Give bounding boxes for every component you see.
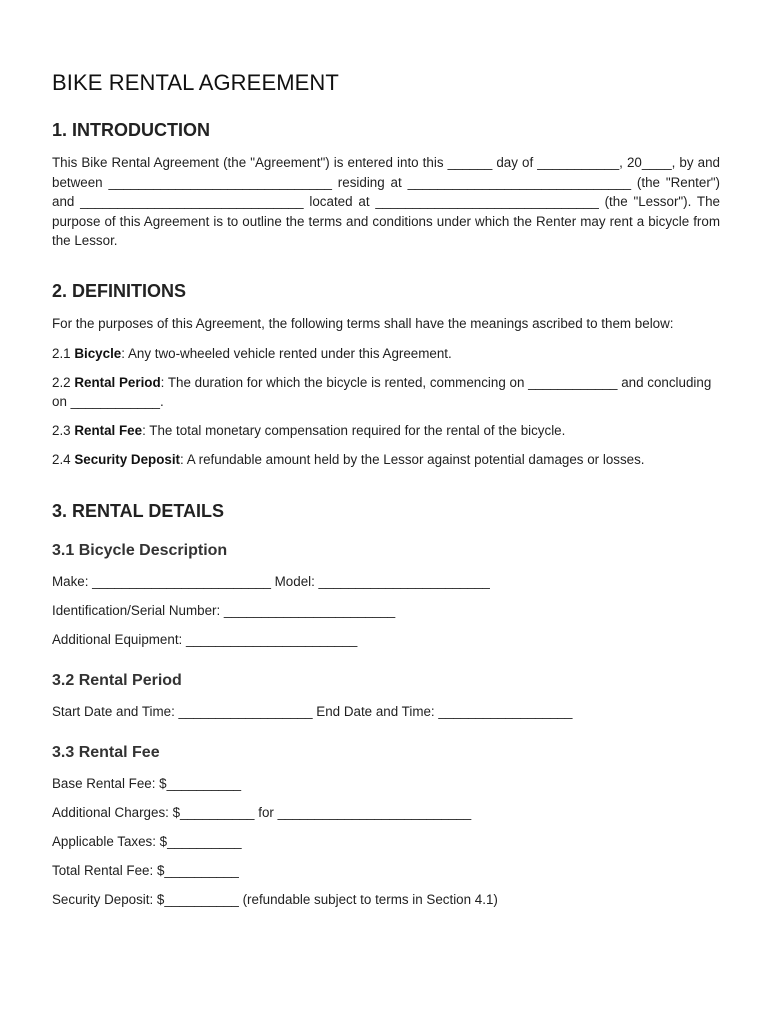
- subsection-heading-rental-period: 3.2 Rental Period: [52, 671, 182, 689]
- definition-item: [52, 373, 720, 412]
- definition-term: Rental Fee: [74, 423, 143, 439]
- form-line: Applicable Taxes: $__________: [52, 834, 242, 850]
- definition-item: [52, 421, 720, 441]
- definition-text: : The duration for which the bicycle is rented, commencing on ____________ and concluding on ____________.: [52, 374, 712, 410]
- introduction-paragraph: This Bike Rental Agreement (the "Agreement") is entered into this ______ day of ___________, 20____, by and between ______________________________ residing at ______________________________ (the "Renter") and ______________________________ located at ______________________________ (the "Lessor"). The purpose of this Agreement is to outline the terms and conditions under which the Renter may rent a bicycle from the Lessor.: [52, 155, 720, 249]
- form-line: Additional Charges: $__________ for __________________________: [52, 805, 472, 820]
- definition-term: Security Deposit: [74, 452, 181, 468]
- definition-term: Bicycle: [74, 345, 122, 361]
- form-line: Additional Equipment: _______________________: [52, 631, 358, 647]
- subsection-heading-rental-fee: 3.3 Rental Fee: [52, 743, 160, 761]
- definitions-lead: For the purposes of this Agreement, the following terms shall have the meanings ascribed to them below:: [52, 316, 674, 332]
- section-heading-rental-details: 3. RENTAL DETAILS: [52, 500, 225, 521]
- definition-term: Rental Period: [74, 374, 161, 390]
- definition-text: : The total monetary compensation required for the rental of the bicycle.: [142, 423, 566, 439]
- section-heading-definitions: 2. DEFINITIONS: [52, 281, 187, 302]
- subsection-heading-bicycle-description: 3.1 Bicycle Description: [52, 541, 228, 559]
- document-page: [52, 70, 720, 919]
- definition-item: [52, 344, 720, 364]
- definition-number: 2.1: [52, 345, 75, 361]
- form-line: Start Date and Time: __________________ End Date and Time: __________________: [52, 703, 573, 719]
- form-line: Identification/Serial Number: _______________________: [52, 602, 396, 618]
- section-heading-introduction: 1. INTRODUCTION: [52, 120, 211, 140]
- form-line: Total Rental Fee: $__________: [52, 863, 239, 879]
- form-line: Make: ________________________ Model: _______________________: [52, 573, 490, 589]
- definition-number: 2.4: [52, 452, 75, 468]
- form-line: Security Deposit: $__________ (refundable subject to terms in Section 4.1): [52, 892, 498, 908]
- definition-number: 2.2: [52, 374, 75, 390]
- definition-item: [52, 450, 720, 470]
- form-line: Base Rental Fee: $__________: [52, 775, 242, 791]
- definition-text: : Any two-wheeled vehicle rented under this Agreement.: [121, 345, 452, 361]
- definition-number: 2.3: [52, 423, 75, 439]
- definition-text: : A refundable amount held by the Lessor against potential damages or losses.: [180, 452, 645, 468]
- document-title: BIKE RENTAL AGREEMENT: [52, 70, 339, 95]
